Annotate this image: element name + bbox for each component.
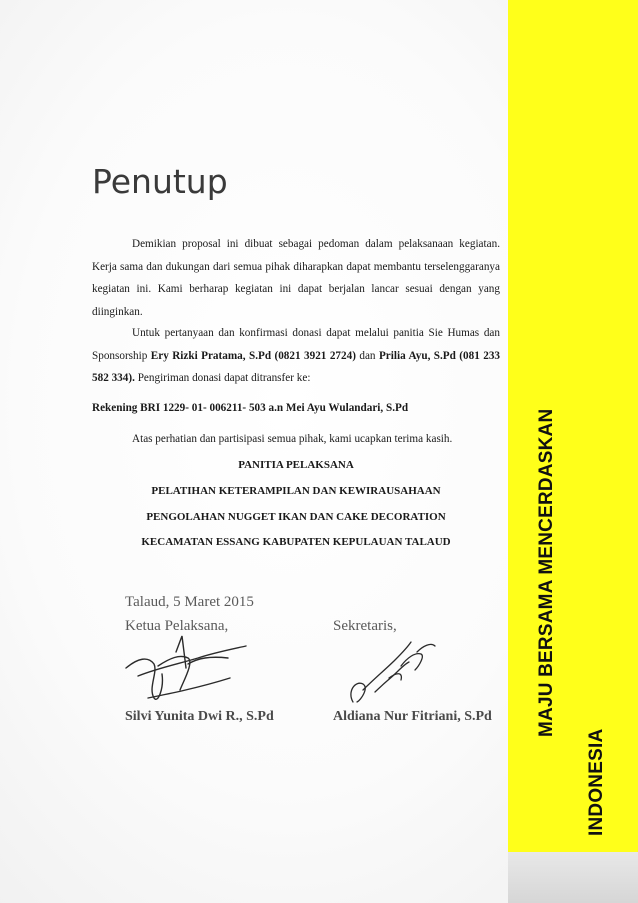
- bank-account: Rekening BRI 1229- 01- 006211- 503 a.n Mei Ayu Wulandari, S.Pd: [92, 402, 409, 414]
- chair-signature-icon: [118, 628, 268, 713]
- event-name-line1: PELATIHAN KETERAMPILAN DAN KEWIRAUSAHAAN: [151, 485, 441, 497]
- sidebar-footer-shade: [508, 852, 638, 903]
- committee-heading: PANITIA PELAKSANA: [238, 459, 354, 471]
- contact-paragraph: [92, 322, 500, 390]
- secretary-signature-icon: [335, 632, 445, 712]
- secretary-role: Sekretaris,: [333, 618, 397, 634]
- yellow-sidebar: [508, 0, 638, 852]
- thanks-paragraph: Atas perhatian dan partisipasi semua pihak, kami ucapkan terima kasih.: [132, 433, 453, 445]
- secretary-name: Aldiana Nur Fitriani, S.Pd: [333, 709, 492, 724]
- contact-person-1: Ery Rizki Pratama, S.Pd (0821 3921 2724): [150, 349, 356, 362]
- signature-date: Talaud, 5 Maret 2015: [125, 594, 254, 610]
- page-title: Penutup: [92, 162, 228, 201]
- event-name-line2: PENGOLAHAN NUGGET IKAN DAN CAKE DECORATION: [146, 511, 446, 523]
- contact-and: dan: [355, 349, 379, 362]
- sidebar-slogan-line1: MAJU BERSAMA MENCERDASKAN: [536, 408, 557, 737]
- chair-role: Ketua Pelaksana,: [125, 618, 229, 634]
- chair-name: Silvi Yunita Dwi R., S.Pd: [125, 709, 274, 724]
- closing-paragraph: Demikian proposal ini dibuat sebagai pedoman dalam pelaksanaan kegiatan. Kerja sama dan dukungan dari semua pihak diharapkan dapat membantu terselenggaranya kegiatan ini. Kami berharap kegiatan ini dapat berjalan lancar sesuai dengan yang diinginkan.: [92, 238, 500, 318]
- event-location: KECAMATAN ESSANG KABUPATEN KEPULAUAN TALAUD: [141, 536, 451, 548]
- transfer-note: Pengiriman donasi dapat ditransfer ke:: [134, 372, 311, 384]
- contact-person-2: Prilia Ayu, S.Pd (081 233 582 334).: [92, 349, 501, 384]
- contact-intro: Untuk pertanyaan dan konfirmasi donasi dapat melalui panitia Sie Humas dan Sponsorship: [92, 327, 500, 362]
- sidebar-slogan-line2: INDONESIA: [586, 728, 607, 836]
